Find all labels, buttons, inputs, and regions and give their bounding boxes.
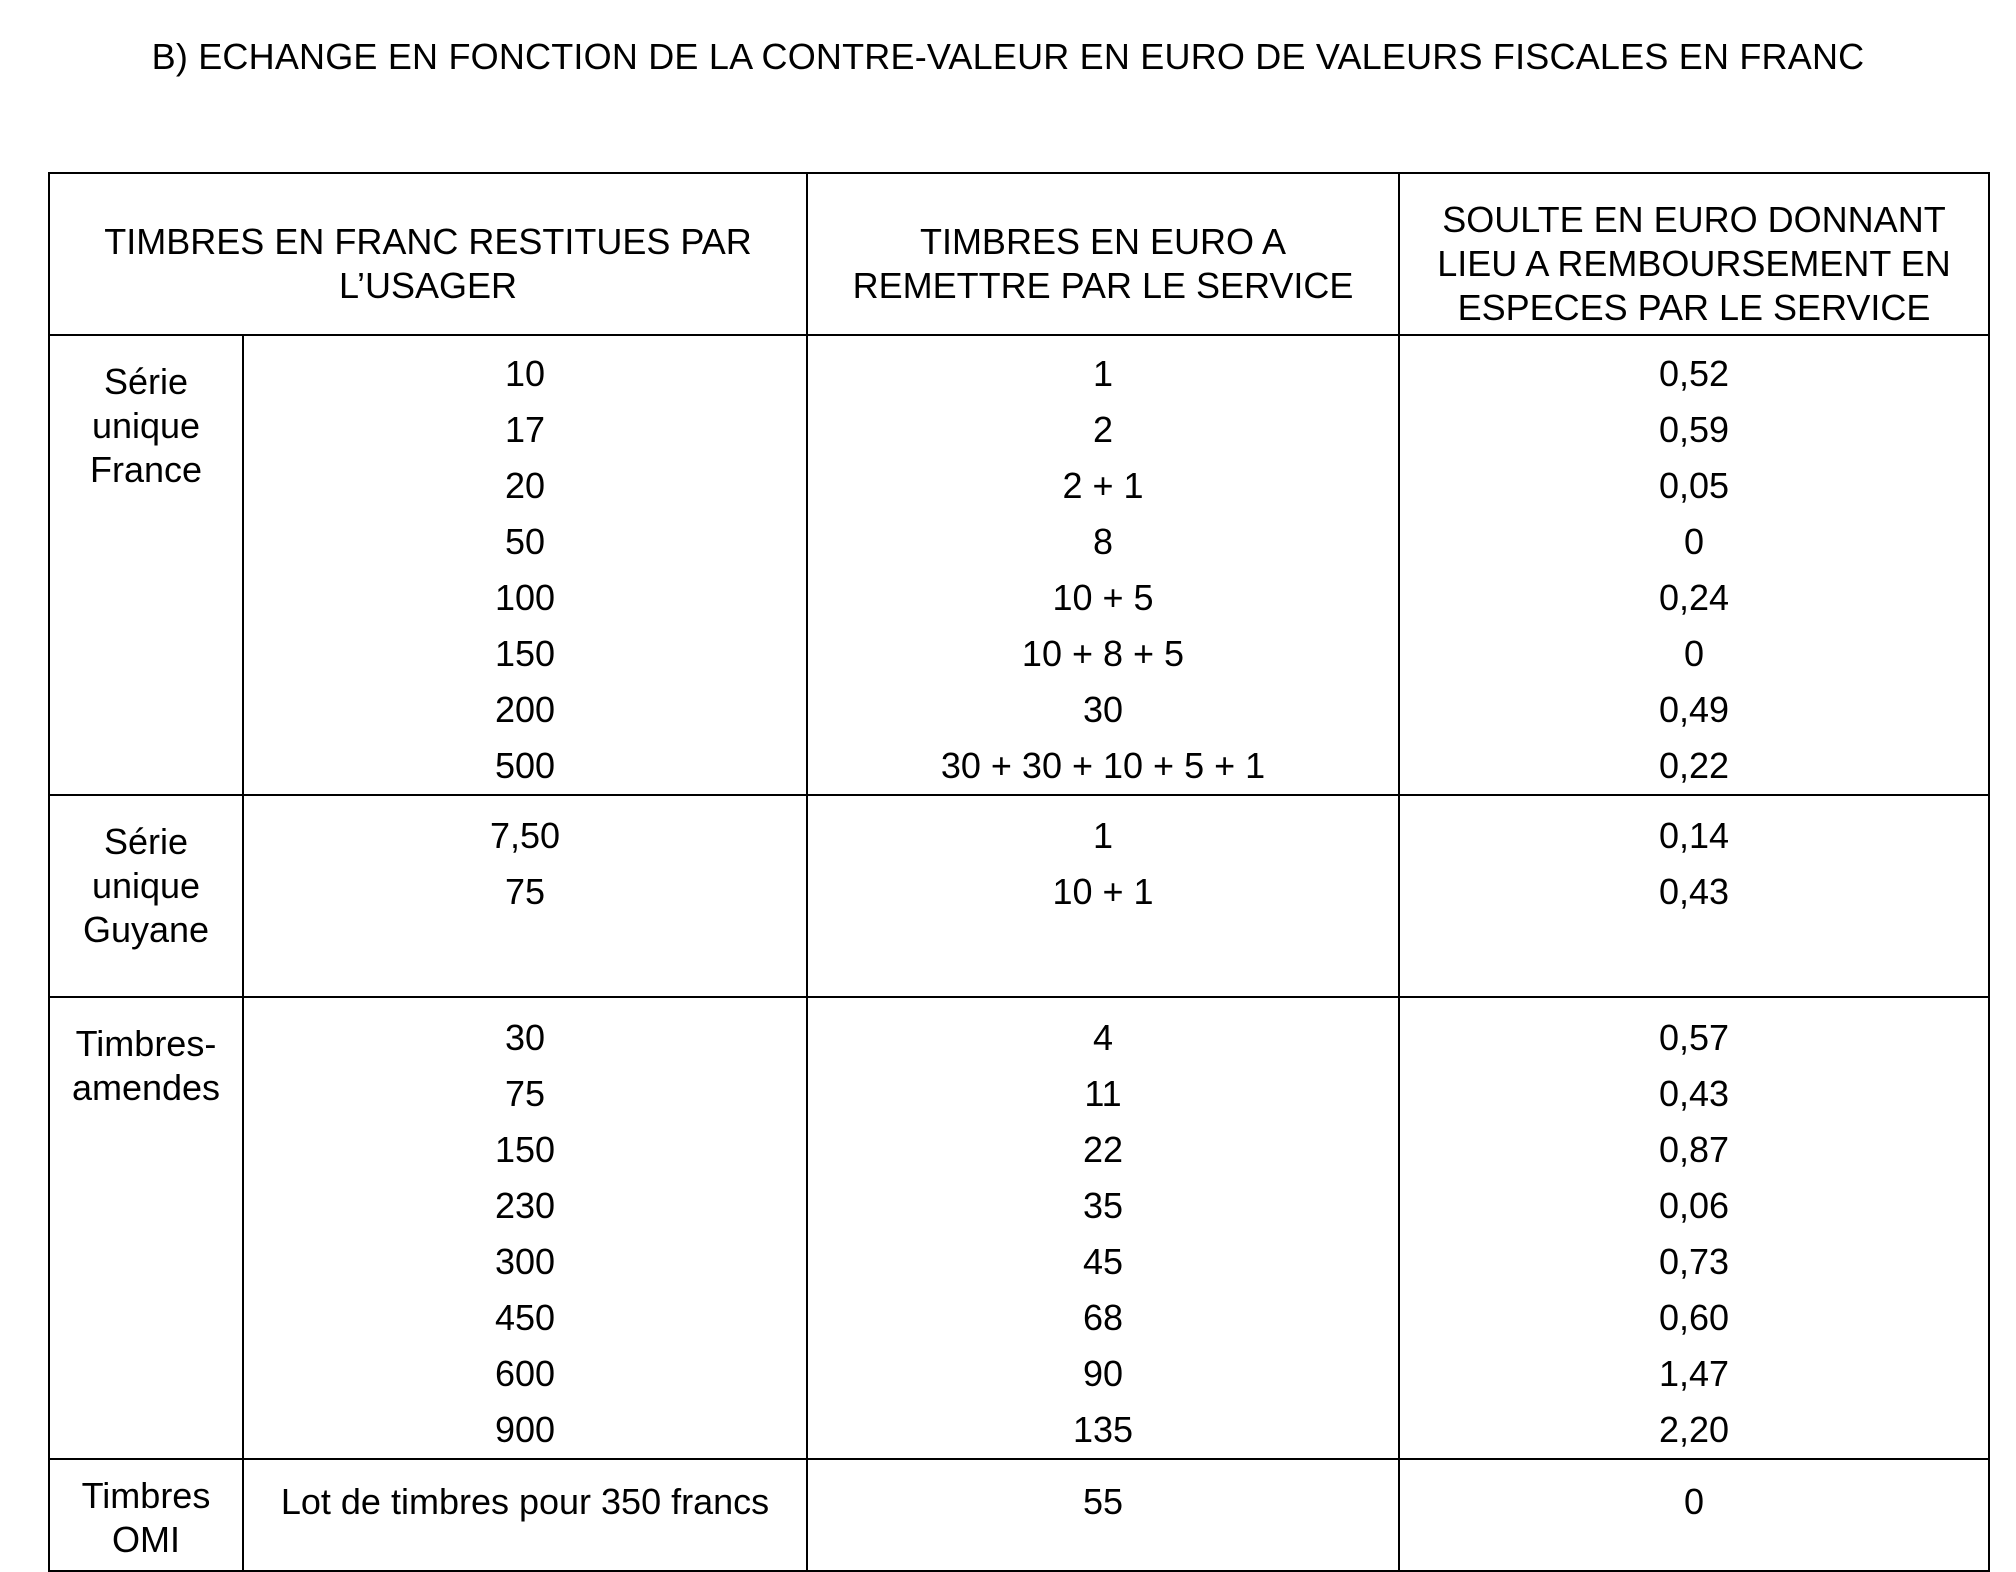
soulte-value: 0,52 [1658, 353, 1730, 394]
section-serie-unique-france [49, 335, 1989, 795]
soulte-values [1399, 335, 1989, 795]
header-line: SOULTE EN EURO DONNANT [1442, 199, 1946, 240]
soulte-value: 0,57 [1658, 1017, 1730, 1058]
section-label-line: Timbres- [75, 1023, 217, 1064]
euro-value: 8 [1092, 521, 1114, 562]
franc-value: 150 [494, 633, 556, 674]
soulte-value: 0,14 [1658, 815, 1730, 856]
soulte-values [1399, 1459, 1989, 1571]
franc-values [243, 1459, 807, 1571]
euro-value: 1 [1092, 353, 1114, 394]
section-label [49, 335, 243, 795]
soulte-value: 0,87 [1658, 1129, 1730, 1170]
franc-value: 100 [494, 577, 556, 618]
euro-value: 11 [1084, 1073, 1122, 1114]
franc-value: Lot de timbres pour 350 francs [280, 1481, 770, 1522]
section-label [49, 795, 243, 997]
section-label-line: Guyane [82, 909, 210, 950]
euro-values [807, 335, 1399, 795]
soulte-values [1399, 795, 1989, 997]
soulte-value: 0,49 [1658, 689, 1730, 730]
section-label-line: Série [103, 361, 189, 402]
euro-value: 135 [1072, 1409, 1134, 1450]
franc-value: 17 [504, 409, 546, 450]
franc-value: 450 [494, 1297, 556, 1338]
section-label-line: amendes [71, 1067, 221, 1108]
franc-value: 230 [494, 1185, 556, 1226]
franc-value: 75 [504, 871, 546, 912]
euro-values [807, 795, 1399, 997]
euro-value: 2 + 1 [1062, 465, 1144, 506]
euro-value: 10 + 1 [1052, 871, 1154, 912]
euro-value: 1 [1092, 815, 1114, 856]
section-label-line: France [89, 449, 203, 490]
section-timbres-omi [49, 1459, 1989, 1571]
soulte-value: 0 [1683, 633, 1705, 674]
euro-value: 22 [1082, 1129, 1124, 1170]
section-label-line: OMI [112, 1519, 180, 1560]
header-line: L’USAGER [338, 265, 518, 306]
franc-value: 7,50 [489, 815, 561, 856]
document-title: B) ECHANGE EN FONCTION DE LA CONTRE-VALEUR EN EURO DE VALEURS FISCALES EN FRANC [151, 36, 1865, 77]
soulte-value: 0,24 [1658, 577, 1730, 618]
euro-value: 35 [1082, 1185, 1124, 1226]
soulte-value: 2,20 [1658, 1409, 1730, 1450]
section-label-line: unique [91, 405, 201, 446]
euro-values [807, 997, 1399, 1459]
franc-value: 30 [504, 1017, 546, 1058]
franc-values [243, 335, 807, 795]
franc-value: 600 [494, 1353, 556, 1394]
euro-value: 10 + 5 [1052, 577, 1154, 618]
soulte-value: 0 [1683, 1481, 1705, 1522]
header-line: LIEU A REMBOURSEMENT EN [1437, 243, 1951, 284]
euro-value: 90 [1082, 1353, 1124, 1394]
franc-value: 300 [494, 1241, 556, 1282]
franc-value: 200 [494, 689, 556, 730]
soulte-value: 0,73 [1658, 1241, 1730, 1282]
section-timbres-amendes [49, 997, 1989, 1459]
header-soulte [1399, 173, 1989, 335]
euro-value: 68 [1082, 1297, 1124, 1338]
header-franc [49, 173, 807, 335]
header-line: TIMBRES EN EURO A [919, 221, 1287, 262]
section-label-line: unique [91, 865, 201, 906]
franc-value: 900 [494, 1409, 556, 1450]
section-label-line: Timbres [81, 1475, 211, 1516]
header-soulte-text [1400, 174, 1988, 334]
soulte-value: 0,43 [1658, 1073, 1730, 1114]
euro-value: 2 [1092, 409, 1114, 450]
euro-value: 30 + 30 + 10 + 5 + 1 [940, 745, 1266, 786]
soulte-value: 0 [1683, 521, 1705, 562]
header-franc-text [50, 196, 806, 312]
soulte-value: 0,06 [1658, 1185, 1730, 1226]
header-euro-text [808, 196, 1398, 312]
header-line: ESPECES PAR LE SERVICE [1457, 287, 1931, 328]
exchange-table [48, 172, 1990, 1572]
franc-values [243, 795, 807, 997]
euro-value: 55 [1082, 1481, 1124, 1522]
header-euro [807, 173, 1399, 335]
franc-value: 500 [494, 745, 556, 786]
section-serie-unique-guyane [49, 795, 1989, 997]
section-label [49, 997, 243, 1459]
euro-values [807, 1459, 1399, 1571]
soulte-value: 0,05 [1658, 465, 1730, 506]
soulte-value: 0,59 [1658, 409, 1730, 450]
soulte-value: 0,22 [1658, 745, 1730, 786]
franc-values [243, 997, 807, 1459]
soulte-value: 0,43 [1658, 871, 1730, 912]
franc-value: 20 [504, 465, 546, 506]
soulte-values [1399, 997, 1989, 1459]
euro-value: 30 [1082, 689, 1124, 730]
euro-value: 10 + 8 + 5 [1021, 633, 1185, 674]
franc-value: 150 [494, 1129, 556, 1170]
euro-value: 45 [1082, 1241, 1124, 1282]
header-line: TIMBRES EN FRANC RESTITUES PAR [104, 221, 752, 262]
header-line: REMETTRE PAR LE SERVICE [852, 265, 1354, 306]
section-label-line: Série [103, 821, 189, 862]
soulte-value: 0,60 [1658, 1297, 1730, 1338]
franc-value: 50 [504, 521, 546, 562]
section-label [49, 1459, 243, 1571]
header-row [49, 173, 1989, 335]
euro-value: 4 [1092, 1017, 1114, 1058]
soulte-value: 1,47 [1658, 1353, 1730, 1394]
franc-value: 75 [504, 1073, 546, 1114]
franc-value: 10 [504, 353, 546, 394]
